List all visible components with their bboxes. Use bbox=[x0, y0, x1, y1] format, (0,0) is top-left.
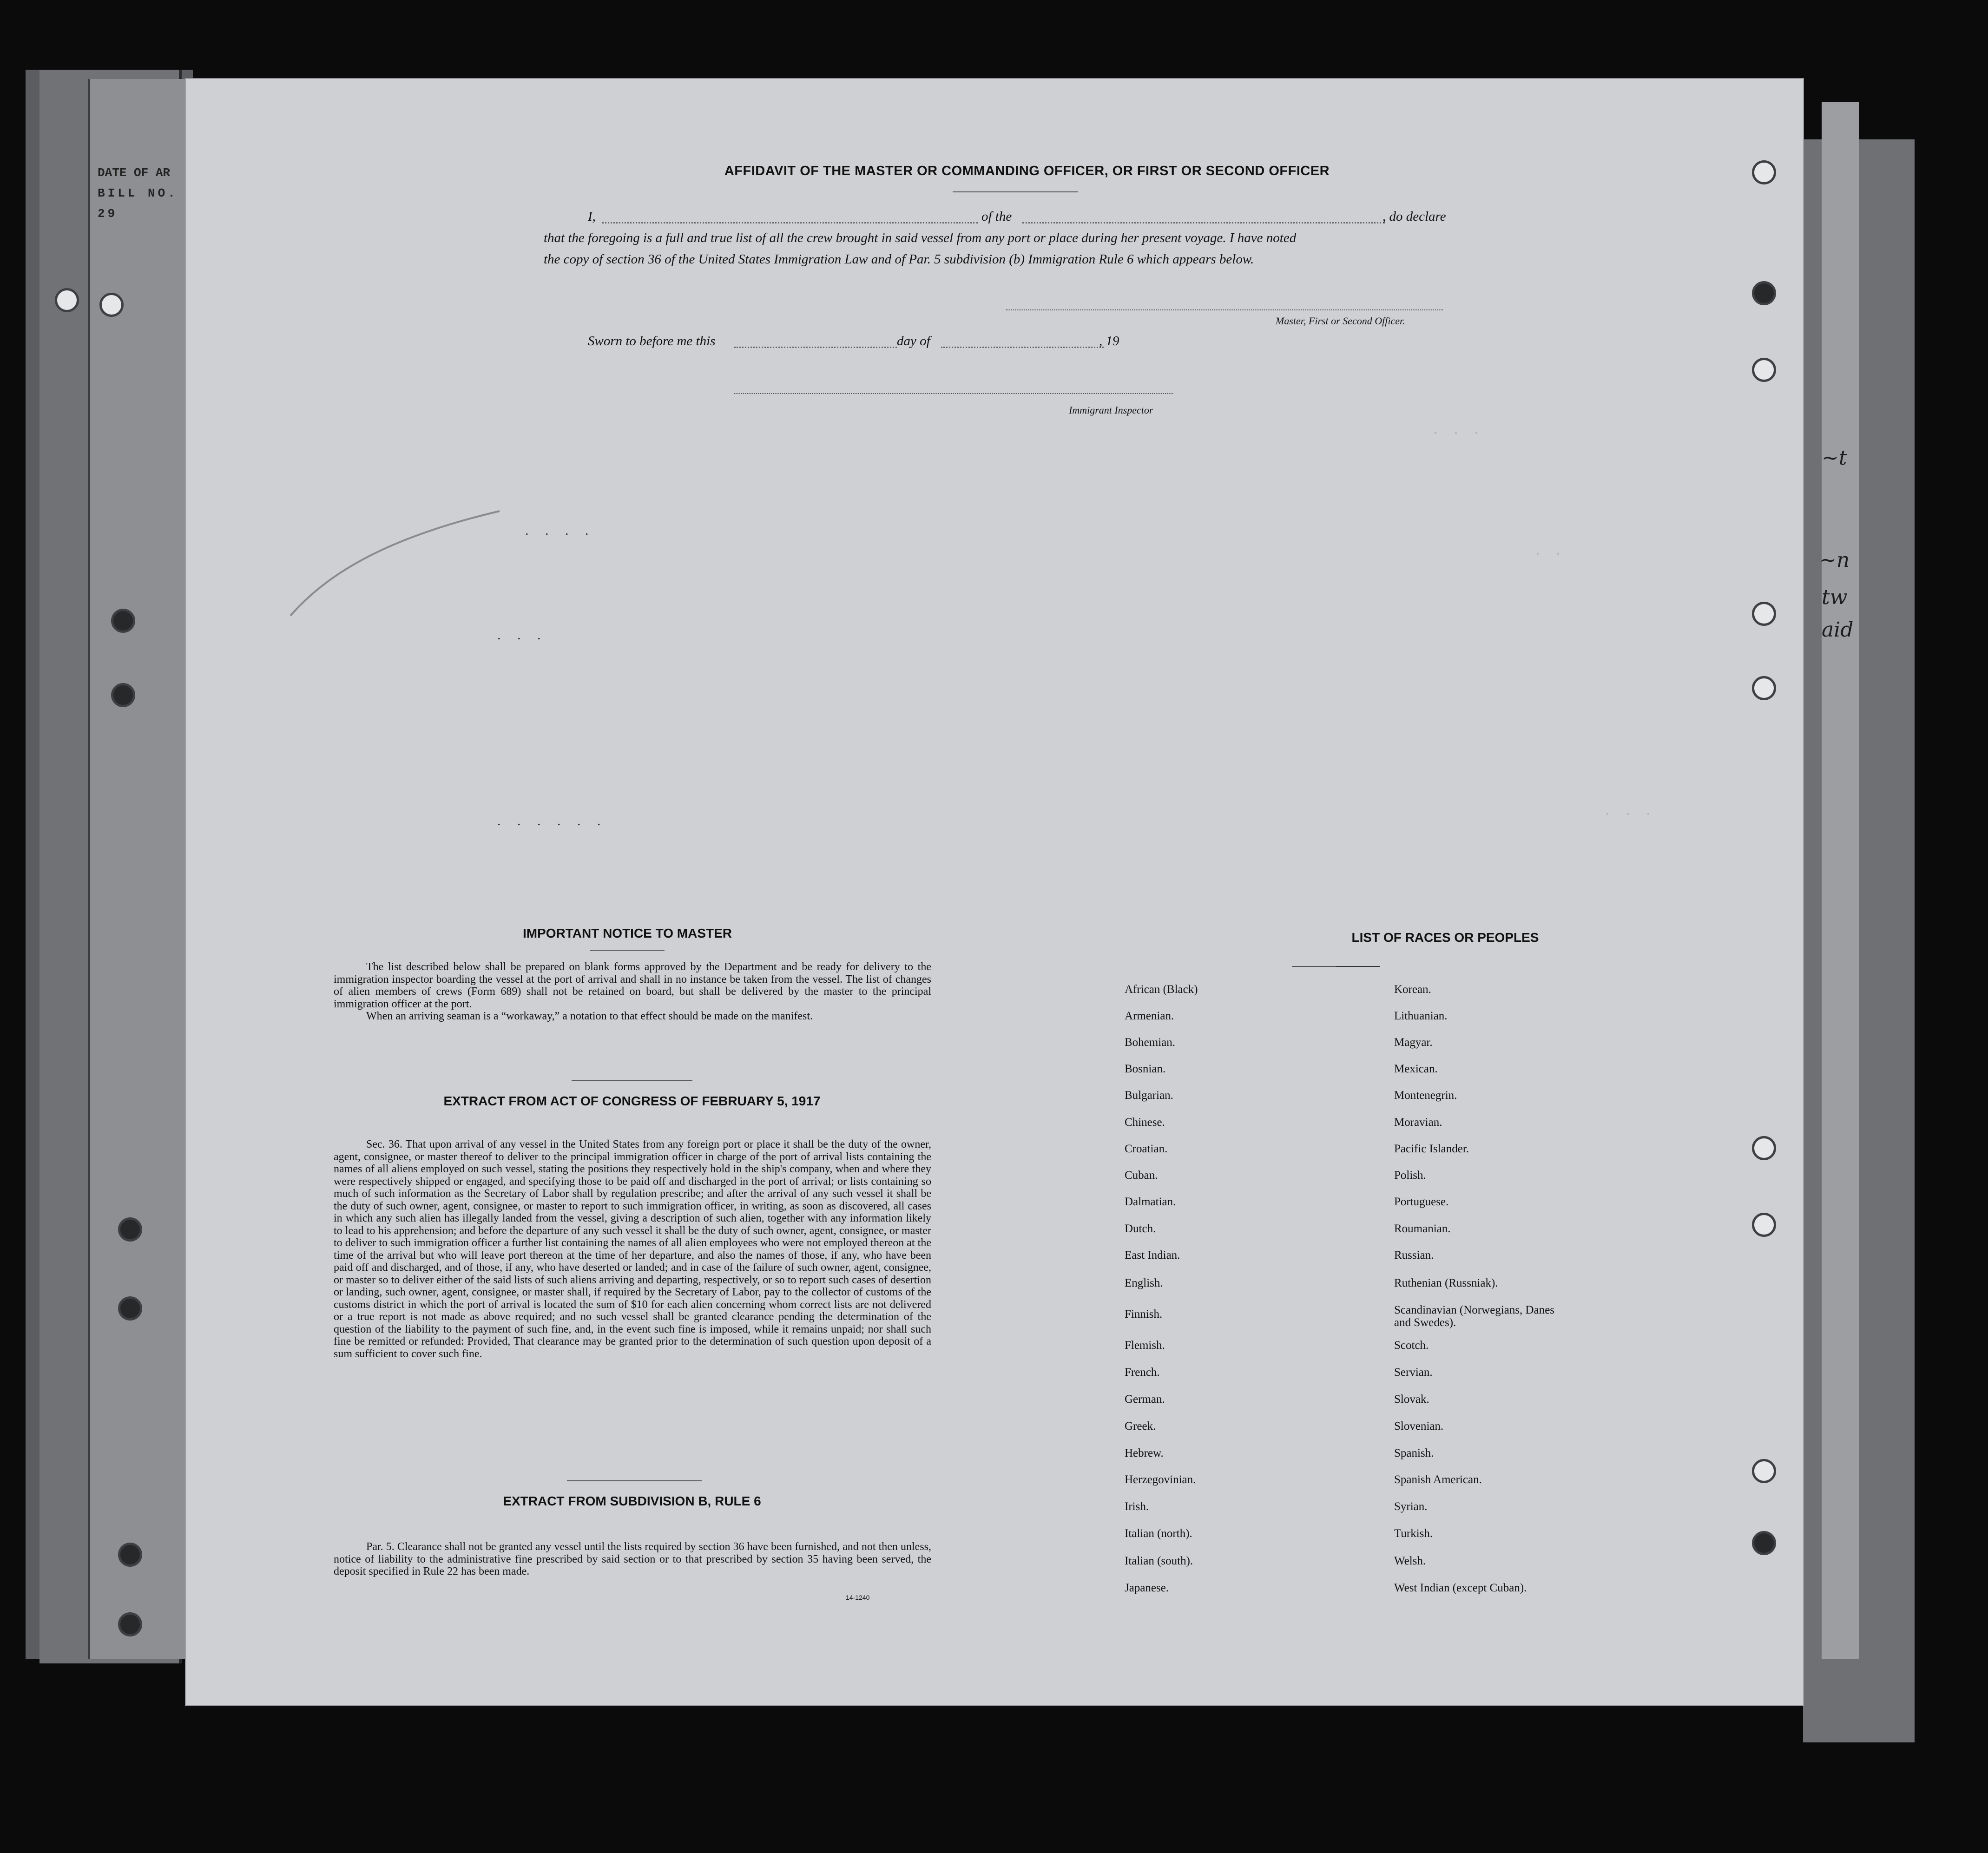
act-title: EXTRACT FROM ACT OF CONGRESS OF FEBRUARY 5, 1917 bbox=[443, 1094, 821, 1108]
race-item: German. bbox=[1125, 1393, 1165, 1406]
affidavit-text: the copy of section 36 of the United States Immigration Law and of Par. 5 subdivision (b) Immigration Rule 6 which appears below. bbox=[544, 252, 1254, 267]
rule6-title: EXTRACT FROM SUBDIVISION B, RULE 6 bbox=[503, 1494, 761, 1508]
race-item: Hebrew. bbox=[1125, 1447, 1164, 1459]
race-item: Cuban. bbox=[1125, 1169, 1158, 1182]
rule6-paragraph: Par. 5. Clearance shall not be granted any vessel until the lists required by section 36 have been furnished, and not then unless, notice of liability to the administrative fine prescribed by said section or to that prescribed by section 35 having been served, the deposit specified in Rule 22 has been made. bbox=[334, 1541, 931, 1577]
affidavit-text: that the foregoing is a full and true list of all the crew brought in said vessel from any port or place during her present voyage. I have noted bbox=[544, 230, 1297, 245]
race-item: English. bbox=[1125, 1277, 1163, 1289]
notice-title: IMPORTANT NOTICE TO MASTER bbox=[522, 926, 732, 940]
inspector-signature-blank[interactable] bbox=[734, 393, 1173, 394]
binder-hole-icon bbox=[55, 288, 79, 312]
notice-paragraph: When an arriving seaman is a “workaway,” a notation to that effect should be made on the manifest. bbox=[366, 1010, 813, 1022]
binder-hole-icon bbox=[1752, 676, 1776, 700]
race-item: Croatian. bbox=[1125, 1143, 1168, 1155]
race-item: Irish. bbox=[1125, 1500, 1149, 1513]
name-blank[interactable] bbox=[602, 222, 978, 223]
race-item: Bosnian. bbox=[1125, 1063, 1166, 1075]
handwriting-mark: aid bbox=[1822, 618, 1854, 642]
bleed-through-text: . . . bbox=[1431, 423, 1483, 439]
race-item: Pacific Islander. bbox=[1394, 1143, 1469, 1155]
binder-hole-icon bbox=[118, 1612, 142, 1636]
notice-body bbox=[334, 961, 931, 1023]
race-item: Servian. bbox=[1394, 1366, 1433, 1379]
race-item: Russian. bbox=[1394, 1249, 1434, 1262]
race-item: Slovenian. bbox=[1394, 1420, 1444, 1432]
binder-hole-icon bbox=[111, 683, 135, 707]
affidavit-line-mid: of the bbox=[981, 209, 1012, 224]
sworn-month-blank[interactable] bbox=[941, 347, 1104, 348]
vessel-blank[interactable] bbox=[1022, 222, 1385, 223]
race-item: Dutch. bbox=[1125, 1222, 1156, 1235]
race-item: Magyar. bbox=[1394, 1036, 1433, 1049]
binder-strip bbox=[88, 79, 197, 1659]
race-item: Japanese. bbox=[1125, 1582, 1169, 1594]
race-item: Korean. bbox=[1394, 983, 1431, 996]
race-item: East Indian. bbox=[1125, 1249, 1180, 1262]
race-item: Spanish. bbox=[1394, 1447, 1434, 1459]
right-underlying-sheet bbox=[1822, 102, 1859, 1659]
bleed-through-text: . . . bbox=[1603, 804, 1655, 820]
stray-marks: . . . . bbox=[525, 523, 595, 538]
affidavit-line-start: I, bbox=[588, 209, 596, 224]
inspector-caption: Immigrant Inspector bbox=[1069, 404, 1153, 416]
race-item: Bulgarian. bbox=[1125, 1089, 1173, 1102]
race-item: Welsh. bbox=[1394, 1555, 1426, 1567]
binder-hole-icon bbox=[99, 293, 124, 317]
binder-hole-icon bbox=[1752, 358, 1776, 382]
stamped-label bbox=[98, 163, 191, 251]
binder-hole-icon bbox=[1752, 1531, 1776, 1555]
race-item: Italian (north). bbox=[1125, 1527, 1192, 1540]
sworn-text: , 19 bbox=[1099, 334, 1119, 348]
divider bbox=[1336, 966, 1380, 967]
form-code: 14-1240 bbox=[846, 1594, 870, 1601]
affidavit-line-end: , do declare bbox=[1382, 209, 1446, 224]
binder-hole-icon bbox=[1752, 281, 1776, 305]
divider bbox=[953, 191, 1078, 192]
sworn-text: day of bbox=[897, 334, 930, 348]
race-item: West Indian (except Cuban). bbox=[1394, 1582, 1527, 1594]
divider bbox=[567, 1480, 702, 1481]
race-item: Mexican. bbox=[1394, 1063, 1438, 1075]
race-item: Turkish. bbox=[1394, 1527, 1433, 1540]
bill-number-stamp: BILL NO. bbox=[98, 186, 178, 200]
race-item: Dalmatian. bbox=[1125, 1196, 1176, 1208]
sworn-day-blank[interactable] bbox=[734, 347, 897, 348]
race-item: Scotch. bbox=[1394, 1339, 1429, 1352]
race-item: Montenegrin. bbox=[1394, 1089, 1457, 1102]
race-item: Portuguese. bbox=[1394, 1196, 1449, 1208]
act-body bbox=[334, 1138, 931, 1360]
race-item: Greek. bbox=[1125, 1420, 1156, 1432]
form-page bbox=[186, 79, 1803, 1705]
handwriting-mark: tw bbox=[1822, 585, 1848, 609]
affidavit-title: AFFIDAVIT OF THE MASTER OR COMMANDING OFFICER, OR FIRST OR SECOND OFFICER bbox=[724, 164, 1330, 178]
race-item: Moravian. bbox=[1394, 1116, 1442, 1129]
divider bbox=[572, 1080, 692, 1081]
race-item: Italian (south). bbox=[1125, 1555, 1193, 1567]
races-title: LIST OF RACES OR PEOPLES bbox=[1351, 930, 1539, 945]
bill-number-value: 29 bbox=[98, 207, 118, 221]
right-underlying-sheet bbox=[1803, 139, 1915, 1742]
binder-hole-icon bbox=[1752, 1459, 1776, 1483]
race-item: Polish. bbox=[1394, 1169, 1426, 1182]
race-item: African (Black) bbox=[1125, 983, 1198, 996]
divider bbox=[590, 950, 665, 951]
race-item: Flemish. bbox=[1125, 1339, 1165, 1352]
binder-hole-icon bbox=[118, 1217, 142, 1242]
stray-marks: . . . . . . bbox=[497, 813, 607, 828]
race-item: Scandinavian (Norwegians, Danes and Swedes). bbox=[1394, 1304, 1555, 1329]
binder-hole-icon bbox=[1752, 1213, 1776, 1237]
race-item: French. bbox=[1125, 1366, 1160, 1379]
sworn-text: Sworn to before me this bbox=[588, 334, 716, 348]
binder-hole-icon bbox=[1752, 602, 1776, 626]
handwriting-mark: ~n bbox=[1819, 548, 1850, 572]
race-item: Bohemian. bbox=[1125, 1036, 1176, 1049]
signature-blank[interactable] bbox=[1006, 309, 1443, 310]
race-item: Lithuanian. bbox=[1394, 1010, 1448, 1022]
race-item: Armenian. bbox=[1125, 1010, 1174, 1022]
divider bbox=[1292, 966, 1336, 967]
binder-hole-icon bbox=[1752, 160, 1776, 184]
binder-hole-icon bbox=[118, 1543, 142, 1567]
race-item: Finnish. bbox=[1125, 1308, 1163, 1321]
stray-marks: . . . bbox=[497, 627, 547, 643]
act-paragraph: Sec. 36. That upon arrival of any vessel in the United States from any foreign port or place it shall be the duty of the owner, agent, consignee, or master thereof to deliver to the principal immigration officer in charge of the port of arrival lists containing the names of all aliens employed on such vessel, stating the positions they respectively hold in the ship's company, when and where they were respectively shipped or engaged, and specifying those to be paid off and discharged in the port of arrival; or lists containing so much of such information as the Secretary of Labor shall by regulation prescribe; and after the arrival of any such vessel it shall be the duty of such owner, agent, consignee, or master to report to such immigration officer, in writing, as soon as discovered, all cases in which any such alien has illegally landed from the vessel, giving a description of such alien, together with any information likely to lead to his apprehension; and before the departure of any such vessel it shall be the duty of such owner, agent, consignee, or master to deliver to such immigration officer a further list containing the names of all alien employees who were not employed thereon at the time of the arrival but who will leave port thereon at the time of her departure, and also the names of those, if any, who have been paid off and discharged, and of those, if any, who have deserted or landed; and in case of the failure of such owner, agent, consignee, or master so to deliver either of the said lists of such aliens arriving and departing, respectively, or so to report such cases of desertion or landing, such owner, agent, consignee, or master shall, if required by the Secretary of Labor, pay to the collector of customs of the customs district in which the port of arrival is located the sum of $10 for each alien concerning whom correct lists are not delivered or a true report is not made as above required; and no such vessel shall be granted clearance pending the determination of the question of the liability to the payment of such fine, and, in the event such fine is imposed, while it remains unpaid; nor shall such fine be remitted or refunded: Provided, That clearance may be granted prior to the determination of such question upon deposit of a sum sufficient to cover such fine. bbox=[334, 1138, 931, 1360]
signature-caption: Master, First or Second Officer. bbox=[1276, 315, 1405, 327]
date-of-arrival-stamp: DATE OF AR bbox=[98, 166, 171, 180]
race-item: Spanish American. bbox=[1394, 1473, 1482, 1486]
pencil-stroke bbox=[288, 474, 502, 618]
binder-hole-icon bbox=[1752, 1136, 1776, 1160]
handwriting-mark: ~t bbox=[1822, 446, 1847, 470]
race-item: Slovak. bbox=[1394, 1393, 1429, 1406]
race-item: Syrian. bbox=[1394, 1500, 1428, 1513]
race-item: Chinese. bbox=[1125, 1116, 1165, 1129]
race-item: Ruthenian (Russniak). bbox=[1394, 1277, 1498, 1289]
race-item: Herzegovinian. bbox=[1125, 1473, 1196, 1486]
rule6-body bbox=[334, 1541, 931, 1578]
binder-hole-icon bbox=[111, 609, 135, 633]
notice-paragraph: The list described below shall be prepared on blank forms approved by the Department and be ready for delivery to the immigration inspector boarding the vessel at the port of arrival and shall in no instance be taken from the vessel. The list of changes of alien members of crews (Form 689) shall not be retained on board, but shall be delivered by the master to the principal immigration officer at the port. bbox=[334, 961, 931, 1010]
race-item: Roumanian. bbox=[1394, 1222, 1451, 1235]
binder-hole-icon bbox=[118, 1296, 142, 1321]
bleed-through-text: . . bbox=[1534, 544, 1565, 559]
